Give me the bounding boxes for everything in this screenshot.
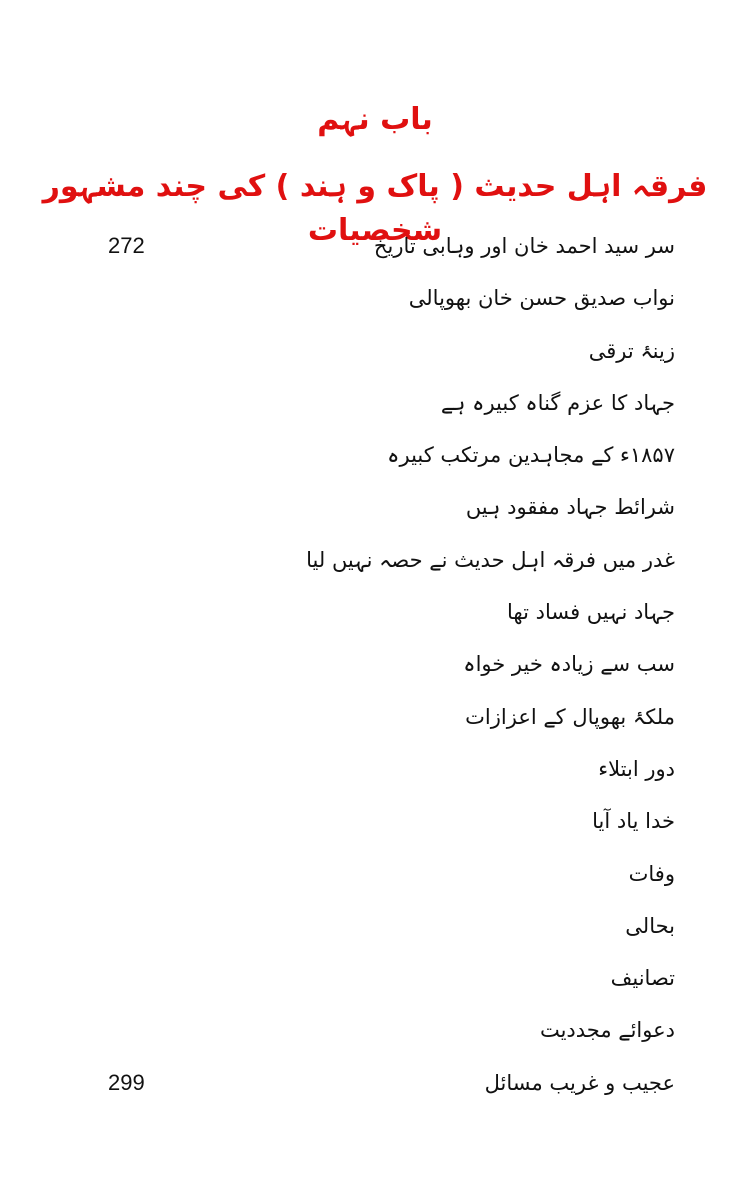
toc-entry-title: ملکۂ بھوپال کے اعزازات	[465, 704, 675, 729]
toc-entry	[100, 908, 675, 960]
toc-entry-title: عجیب و غریب مسائل	[484, 1070, 675, 1095]
toc-entry-page-number: 299	[108, 1069, 145, 1095]
toc-entry	[100, 542, 675, 594]
toc-entry-title: بحالی	[625, 913, 675, 938]
toc-entry	[100, 385, 675, 437]
toc-entry	[100, 437, 675, 489]
toc-entry	[100, 856, 675, 908]
toc-entry-title: سر سید احمد خان اور وہابی تاریخ	[373, 234, 675, 258]
toc-entry-title: شرائط جہاد مفقود ہیں	[465, 495, 675, 520]
toc-entry-title: دعوائے مجددیت	[539, 1018, 675, 1043]
toc-entry-title: غدر میں فرقہ اہل حدیث نے حصہ نہیں لیا	[306, 547, 675, 572]
toc-entry-title: دور ابتلاء	[598, 756, 675, 781]
toc-entry-title: ۱۸۵۷ء کے مجاہدین مرتکب کبیرہ	[387, 443, 675, 468]
toc-entry	[100, 333, 675, 385]
toc-entry	[100, 803, 675, 855]
toc-entry-title: زینۂ ترقی	[588, 338, 675, 363]
toc-entry-title: وفات	[628, 861, 675, 886]
toc-entry	[100, 1065, 675, 1117]
toc-entry-title: جہاد نہیں فساد تھا	[507, 600, 675, 625]
toc-entry	[100, 489, 675, 541]
toc-entry	[100, 751, 675, 803]
toc-entry-page-number: 272	[108, 233, 145, 258]
toc-entry	[100, 594, 675, 646]
toc-entry	[100, 646, 675, 698]
toc-entry-title: خدا یاد آیا	[592, 809, 675, 834]
toc-entry	[100, 228, 675, 280]
toc-entry-title: سب سے زیادہ خیر خواہ	[463, 652, 675, 677]
toc-entry	[100, 1012, 675, 1064]
table-of-contents	[100, 228, 675, 1117]
chapter-heading: باب نہم	[317, 102, 433, 137]
toc-entry	[100, 960, 675, 1012]
chapter-title: فرقہ اہل حدیث ( پاک و ہند ) کی چند مشہور شخصیات	[42, 169, 708, 248]
toc-entry-title: نواب صدیق حسن خان بھوپالی	[408, 286, 675, 311]
toc-entry	[100, 699, 675, 751]
toc-entry	[100, 280, 675, 332]
toc-entry-title: تصانیف	[610, 966, 675, 991]
toc-entry-title: جہاد کا عزم گناہ کبیرہ ہے	[440, 390, 675, 415]
